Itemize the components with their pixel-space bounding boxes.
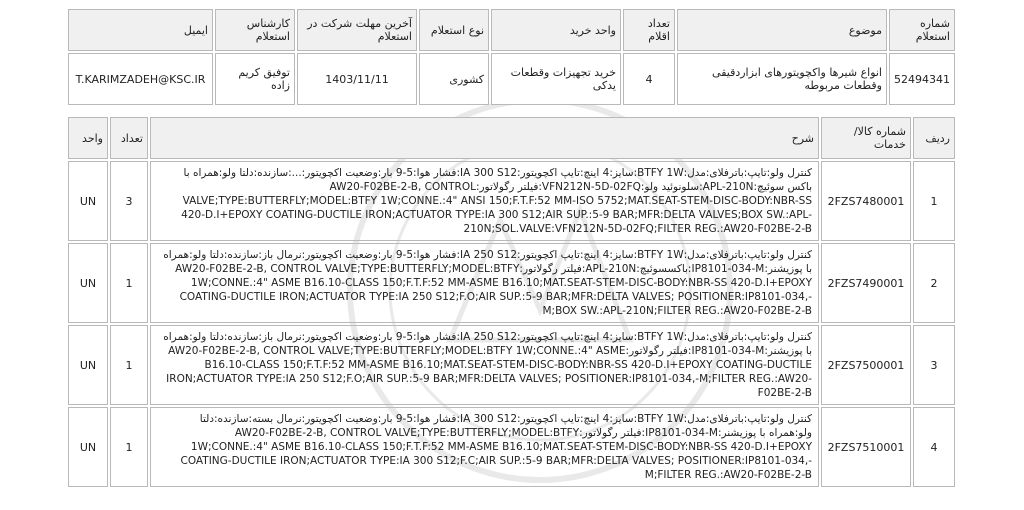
header-items-count: تعداد اقلام (623, 9, 675, 51)
header-email: ایمیل (68, 9, 213, 51)
inquiry-type: کشوری (419, 53, 489, 105)
purchase-unit: خرید تجهیزات وقطعات یدکی (491, 53, 621, 105)
header-purchase-unit: واحد خرید (491, 9, 621, 51)
header-subject: موضوع (677, 9, 887, 51)
items-header-row (68, 117, 955, 159)
header-deadline: آخرین مهلت شرکت در استعلام (297, 9, 417, 51)
item-unit: UN (68, 243, 108, 323)
inquiry-number: 52494341 (889, 53, 955, 105)
inquiry-subject: انواع شیرها واکچویتورهای ابزاردقیقی وقطعات مربوطه (677, 53, 887, 105)
header-inquiry-no: شماره استعلام (889, 9, 955, 51)
header-description: شرح (150, 117, 819, 159)
expert-email: T.KARIMZADEH@KSC.IR (68, 53, 213, 105)
item-description: کنترل ولو:تایپ:باترفلای:مدل:BTFY 1W:سایز:4 اینچ:تایپ اکچویتور:IA 300 S12:فشار هوا:5-9 بار:وضعیت اکچویتور:نرمال بسته:سازنده:دلتا ولو:همراه با پوزیشنر:IP8101-034-M:فیلتر رگولاتور:AW20-F02BE-2-B, CONTROL VALVE;TYPE:BUTTERFLY;MODEL:BTFY 1W;CONNE.:4" ASME B16.10-CLASS 150;F.T.F:52 MM-ASME B16.10;MAT.SEAT-STEM-DISC-BODY:NBR-SS 420-D.I+EPOXY COATING-DUCTILE IRON;ACTUATOR TYPE:IA 300 S12;F.C;AIR SUP.:5-9 BAR;MFR:DELTA VALVES; POSITIONER:IP8101-034,-M;FILTER REG.:AW20-F02BE-2-B (150, 407, 819, 487)
row-number: 1 (913, 161, 955, 241)
items-count: 4 (623, 53, 675, 105)
item-qty: 1 (110, 325, 148, 405)
item-qty: 1 (110, 243, 148, 323)
item-description: کنترل ولو:تایپ:باترفلای:مدل:BTFY 1W:سایز:4 اینچ:تایپ اکچویتور:IA 250 S12:فشار هوا:5-9 بار:وضعیت اکچویتور:نرمال باز:سازنده:دلتا ولو:همراه با پوزیشنر:IP8101-034-M:فیلتر رگولاتور:AW20-F02BE-2-B, CONTROL VALVE;TYPE:BUTTERFLY;MODEL:BTFY 1W;CONNE.:4" ASME B16.10-CLASS 150;F.T.F:52 MM-ASME B16.10;MAT.SEAT-STEM-DISC-BODY:NBR-SS 420-D.I+EPOXY COATING-DUCTILE IRON;ACTUATOR TYPE:IA 250 S12;F.O;AIR SUP.:5-9 BAR;MFR:DELTA VALVES; POSITIONER:IP8101-034,-M;FILTER REG.:AW20-F02BE-2-B (150, 325, 819, 405)
deadline-date: 1403/11/11 (297, 53, 417, 105)
table-row (68, 243, 955, 323)
inquiry-summary-table (66, 7, 957, 107)
summary-header-row (68, 9, 955, 51)
row-number: 4 (913, 407, 955, 487)
item-unit: UN (68, 407, 108, 487)
item-code: 2FZS7510001 (821, 407, 911, 487)
item-unit: UN (68, 161, 108, 241)
item-qty: 1 (110, 407, 148, 487)
row-number: 2 (913, 243, 955, 323)
item-description: کنترل ولو:تایپ:باترفلای:مدل:BTFY 1W:سایز:4 اینچ:تایپ اکچویتور:IA 250 S12:فشار هوا:5-9 بار:وضعیت اکچویتور:نرمال باز:سازنده:دلتا ولو:همراه با پوزیشنر:IP8101-034-M:باکسسوئیچ:APL-210N:فیلتر رگولاتور:AW20-F02BE-2-B, CONTROL VALVE;TYPE:BUTTERFLY;MODEL:BTFY 1W;CONNE.:4" ASME B16.10-CLASS 150;F.T.F:52 MM-ASME B16.10;MAT.SEAT-STEM-DISC-BODY:NBR-SS 420-D.I+EPOXY COATING-DUCTILE IRON;ACTUATOR TYPE:IA 250 S12;F.O;AIR SUP.:5-9 BAR;MFR:DELTA VALVES; POSITIONER:IP8101-034,-M;BOX SW.:APL-210N;FILTER REG.:AW20-F02BE-2-B (150, 243, 819, 323)
table-row (68, 161, 955, 241)
table-row (68, 325, 955, 405)
header-unit: واحد (68, 117, 108, 159)
items-table (66, 115, 957, 489)
summary-data-row (68, 53, 955, 105)
item-code: 2FZS7500001 (821, 325, 911, 405)
item-code: 2FZS7480001 (821, 161, 911, 241)
header-item-code: شماره کالا/خدمات (821, 117, 911, 159)
row-number: 3 (913, 325, 955, 405)
table-row (68, 407, 955, 487)
item-unit: UN (68, 325, 108, 405)
item-code: 2FZS7490001 (821, 243, 911, 323)
item-description: کنترل ولو:تایپ:باترفلای:مدل:BTFY 1W:سایز:4 اینچ:تایپ اکچویتور:IA 300 S12:فشار هوا:5-9 بار:وضعیت اکچویتور:...:سازنده:دلتا ولو:همراه با باکس سوئیچ:APL-210N:سلونوئید ولو:VFN212N-5D-02FQ:فیلتر رگولاتور:AW20-F02BE-2-B, CONTROL VALVE;TYPE:BUTTERFLY;MODEL:BTFY 1W;CONNE.:4" ANSI 150;F.T.F:52 MM-ISO 5752;MAT.SEAT-STEM-DISC-BODY:NBR-SS 420-D.I+EPOXY COATING-DUCTILE IRON;ACTUATOR TYPE:IA 300 S12;AIR SUP.:5-9 BAR;MFR:DELTA VALVES;BOX SW.:APL-210N;SOL.VALVE:VFN212N-5D-02FQ;FILTER REG.:AW20-F02BE-2-B (150, 161, 819, 241)
header-inquiry-type: نوع استعلام (419, 9, 489, 51)
item-qty: 3 (110, 161, 148, 241)
expert-name: توفیق کریم زاده (215, 53, 295, 105)
header-qty: تعداد (110, 117, 148, 159)
header-row-no: ردیف (913, 117, 955, 159)
header-expert: کارشناس استعلام (215, 9, 295, 51)
